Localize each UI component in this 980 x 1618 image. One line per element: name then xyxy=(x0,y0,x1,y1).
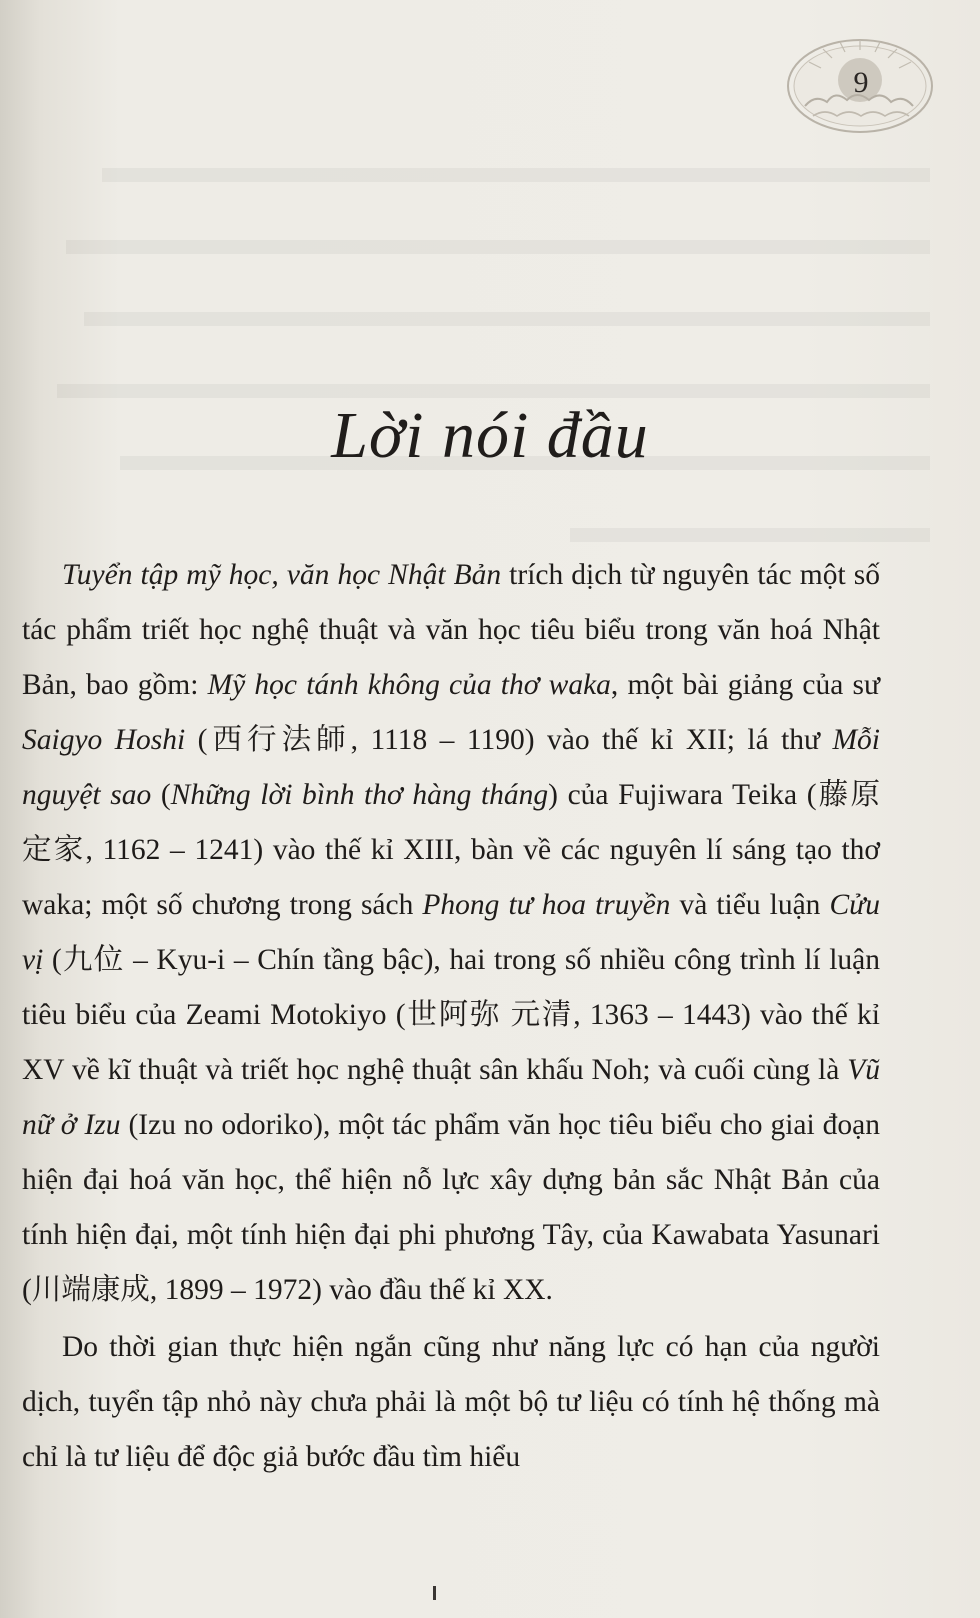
page-number: 9 xyxy=(853,66,869,99)
work-title-italic: Mỹ học tánh không của thơ waka xyxy=(207,669,611,701)
text-run: ( xyxy=(151,779,171,811)
work-title-italic: Cửu vị xyxy=(22,889,880,976)
work-subtitle-italic: Những lời bình thơ hàng tháng xyxy=(170,779,549,811)
author-name-italic: Saigyo Hoshi xyxy=(22,724,186,756)
chapter-title: Lời nói đầu xyxy=(331,399,649,472)
book-title-italic: Tuyển tập mỹ học, văn học Nhật Bản xyxy=(62,559,502,591)
paragraph-2: Do thời gian thực hiện ngắn cũng như năng lực có hạn của người dịch, tuyển tập nhỏ này chưa phải là một bộ tư liệu có tính hệ thống mà chỉ là tư liệu để độc giả bước đầu tìm hiểu xyxy=(22,1331,880,1473)
text-run: , một bài giảng của sư xyxy=(610,669,880,701)
work-title-italic: Mỗi nguyệt sao xyxy=(22,724,880,811)
paragraph-1 xyxy=(22,548,880,1318)
text-run: ) của Fujiwara Teika (藤原定家, 1162 – 1241) vào thế kỉ XIII, bàn về các nguyên lí sáng tạo thơ waka; một số chương trong sách xyxy=(22,779,880,921)
show-through-texture xyxy=(30,150,930,582)
body-text xyxy=(22,548,880,1485)
text-run: (Izu no odoriko), một tác phẩm văn học tiêu biểu cho giai đoạn hiện đại hoá văn học, thể hiện nỗ lực xây dựng bản sắc Nhật Bản của tính hiện đại, một tính hiện đại phi phương Tây, của Kawabata Yasunari (川端康成, 1899 – 1972) vào đầu thế kỉ XX. xyxy=(22,1109,880,1306)
text-run: trích dịch từ nguyên tác một số tác phẩm triết học nghệ thuật và văn học tiêu biểu trong văn hoá Nhật Bản, bao gồm: xyxy=(22,559,880,701)
text-run: và tiểu luận xyxy=(670,889,830,921)
text-run: (西行法師, 1118 – 1190) vào thế kỉ XII; lá thư xyxy=(185,724,833,756)
work-title-italic: Vũ nữ ở Izu xyxy=(22,1054,880,1141)
text-run: (九位 – Kyu-i – Chín tầng bậc), hai trong số nhiều công trình lí luận tiêu biểu của Zeami Motokiyo (世阿弥 元清, 1363 – 1443) vào thế kỉ XV về kĩ thuật và triết học nghệ thuật sân khấu Noh; và cuối cùng là xyxy=(22,944,880,1086)
work-title-italic: Phong tư hoa truyền xyxy=(422,889,671,921)
page-bottom-mark xyxy=(433,1586,436,1600)
